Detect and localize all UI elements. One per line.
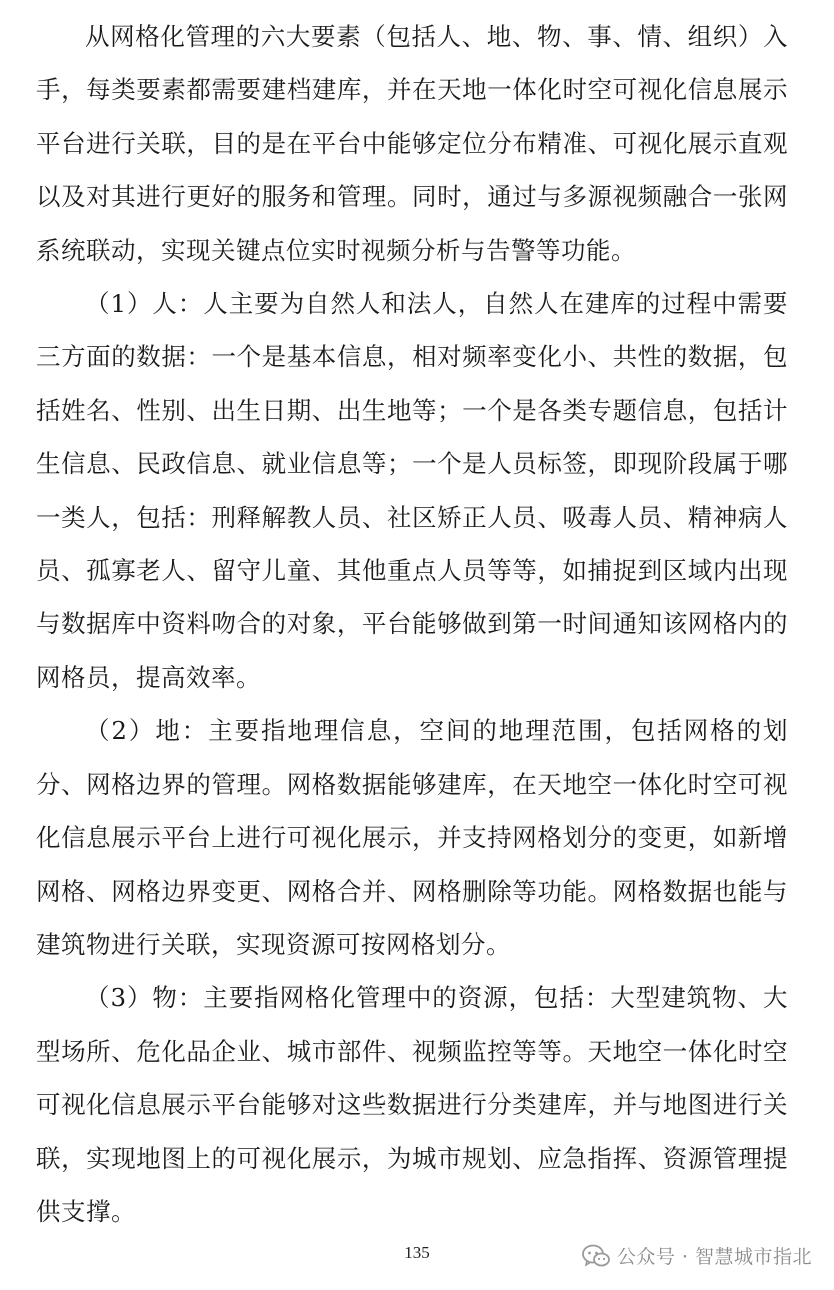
watermark <box>582 1242 812 1269</box>
paragraph-land: （2）地：主要指地理信息，空间的地理范围，包括网格的划分、网格边界的管理。网格数据能够建库，在天地空一体化时空可视化信息展示平台上进行可视化展示，并支持网格划分的变更，如新增网格、网格边界变更、网格合并、网格删除等功能。网格数据也能与建筑物进行关联，实现资源可按网格划分。 <box>36 716 788 959</box>
document-body <box>36 10 788 1238</box>
watermark-text: 公众号 · 智慧城市指北 <box>616 1246 812 1268</box>
page-number: 135 <box>404 1243 430 1262</box>
paragraph-objects: （3）物：主要指网格化管理中的资源，包括：大型建筑物、大型场所、危化品企业、城市部件、视频监控等等。天地空一体化时空可视化信息展示平台能够对这些数据进行分类建库，并与地图进行关联，实现地图上的可视化展示，为城市规划、应急指挥、资源管理提供支撑。 <box>36 983 788 1226</box>
wechat-icon <box>582 1244 610 1268</box>
paragraph-intro: 从网格化管理的六大要素（包括人、地、物、事、情、组织）入手，每类要素都需要建档建库，并在天地一体化时空可视化信息展示平台进行关联，目的是在平台中能够定位分布精准、可视化展示直观以及对其进行更好的服务和管理。同时，通过与多源视频融合一张网系统联动，实现关键点位实时视频分析与告警等功能。 <box>36 22 788 265</box>
paragraph-people: （1）人：人主要为自然人和法人，自然人在建库的过程中需要三方面的数据：一个是基本信息，相对频率变化小、共性的数据，包括姓名、性别、出生日期、出生地等；一个是各类专题信息，包括计生信息、民政信息、就业信息等；一个是人员标签，即现阶段属于哪一类人，包括：刑释解教人员、社区矫正人员、吸毒人员、精神病人员、孤寡老人、留守儿童、其他重点人员等等，如捕捉到区域内出现与数据库中资料吻合的对象，平台能够做到第一时间通知该网格内的网格员，提高效率。 <box>36 289 788 692</box>
